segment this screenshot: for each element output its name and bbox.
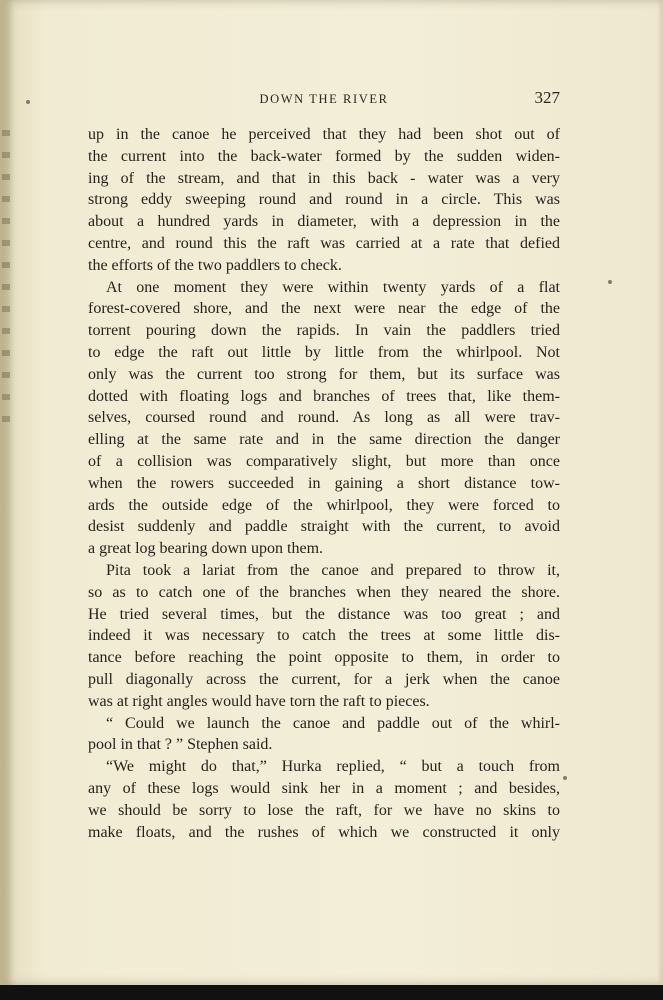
text-line: so as to catch one of the branches when they neared the shore. bbox=[88, 583, 560, 601]
text-line: strong eddy sweeping round and round in a circle. This was bbox=[88, 191, 560, 209]
text-line: ards the outside edge of the whirlpool, they were forced to bbox=[88, 496, 560, 514]
text-line: the efforts of the two paddlers to check. bbox=[88, 256, 342, 274]
text-line: up in the canoe he perceived that they had been shot out of bbox=[88, 126, 560, 143]
text-line: pool in that ? ” Stephen said. bbox=[88, 736, 273, 754]
body-text bbox=[88, 124, 560, 843]
running-head: DOWN THE RIVER bbox=[259, 92, 389, 106]
page-number: 327 bbox=[534, 88, 560, 107]
text-line: Pita took a lariat from the canoe and prepared to throw it, bbox=[106, 561, 560, 579]
text-line: was at right angles would have torn the raft to pieces. bbox=[88, 692, 430, 710]
text-line: “We might do that,” Hurka replied, “ but a touch from bbox=[106, 758, 560, 776]
text-line: about a hundred yards in diameter, with a depression in the bbox=[88, 213, 560, 231]
text-line: a great log bearing down upon them. bbox=[88, 540, 324, 558]
text-line: indeed it was necessary to catch the trees at some little dis- bbox=[88, 627, 560, 645]
text-line: the current into the back-water formed by the sudden widen- bbox=[88, 147, 560, 165]
text-line: to edge the raft out little by little from the whirlpool. Not bbox=[88, 343, 560, 361]
text-line: make floats, and the rushes of which we constructed it only bbox=[88, 823, 560, 841]
text-line: centre, and round this the raft was carried at a rate that defied bbox=[88, 234, 560, 252]
page-header bbox=[88, 90, 560, 112]
speck bbox=[26, 100, 30, 104]
text-line: ing of the stream, and that in this back - water was a very bbox=[88, 169, 560, 187]
text-line: we should be sorry to lose the raft, for we have no skins to bbox=[88, 801, 560, 819]
scan-bottom-border bbox=[0, 985, 663, 1000]
page-right-edge bbox=[657, 0, 663, 985]
speck bbox=[563, 776, 567, 780]
text-line: when the rowers succeeded in gaining a short distance tow- bbox=[88, 474, 560, 492]
text-line: any of these logs would sink her in a moment ; and besides, bbox=[88, 779, 560, 797]
text-line: elling at the same rate and in the same direction the danger bbox=[88, 431, 560, 449]
text-line: pull diagonally across the current, for a jerk when the canoe bbox=[88, 670, 560, 688]
text-line: dotted with floating logs and branches of trees that, like them- bbox=[88, 387, 560, 405]
text-line: torrent pouring down the rapids. In vain the paddlers tried bbox=[88, 322, 560, 340]
margin-bleed-marks bbox=[2, 130, 10, 430]
text-line: tance before reaching the point opposite to them, in order to bbox=[88, 649, 560, 667]
text-line: desist suddenly and paddle straight with the current, to avoid bbox=[88, 518, 560, 536]
text-line: only was the current too strong for them, but its surface was bbox=[88, 365, 560, 383]
text-line: At one moment they were within twenty yards of a flat bbox=[106, 278, 560, 296]
text-line: “ Could we launch the canoe and paddle out of the whirl- bbox=[106, 714, 560, 732]
text-line: of a collision was comparatively slight, but more than once bbox=[88, 452, 560, 470]
speck bbox=[608, 280, 612, 284]
text-line: selves, coursed round and round. As long as all were trav- bbox=[88, 409, 560, 427]
text-line: He tried several times, but the distance was too great ; and bbox=[88, 605, 560, 623]
text-line: forest-covered shore, and the next were near the edge of the bbox=[88, 300, 560, 318]
